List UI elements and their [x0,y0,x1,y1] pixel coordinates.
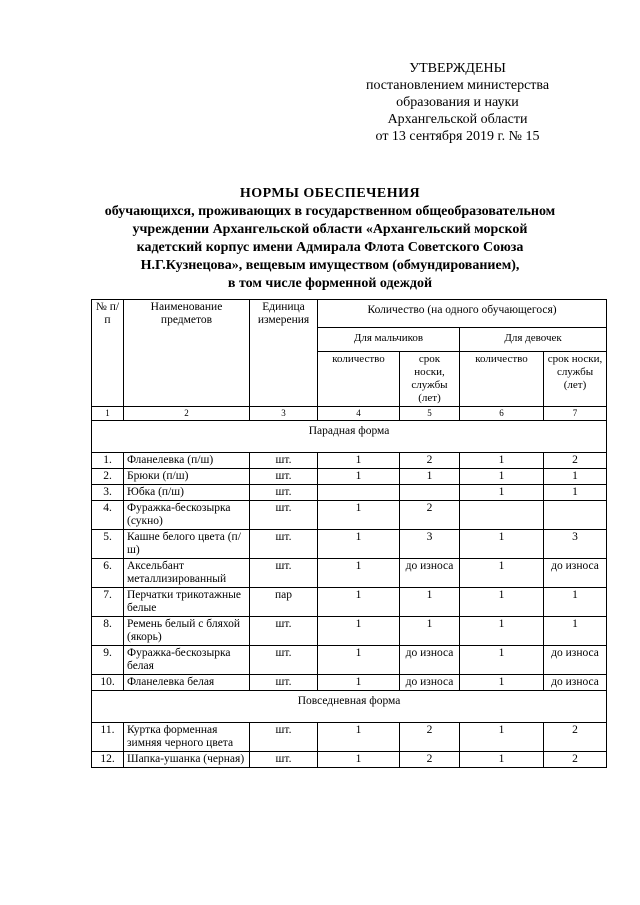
row-girls-qty: 1 [460,485,544,501]
table-row [92,752,607,768]
row-num: 10. [92,675,124,691]
row-num: 9. [92,646,124,675]
row-girls-term: 2 [544,752,607,768]
title-heading: НОРМЫ ОБЕСПЕЧЕНИЯ [239,186,421,201]
row-girls-term: до износа [544,559,607,588]
row-item-name: Фуражка-бескозырка (сукно) [124,501,250,530]
header-girls-term: срок носки, службы (лет) [544,352,607,407]
row-boys-qty: 1 [318,501,400,530]
approval-block [340,60,575,145]
approval-line: постановлением министерства [365,78,550,93]
row-girls-qty: 1 [460,752,544,768]
norms-table [91,299,607,768]
row-girls-qty: 1 [460,588,544,617]
col-number: 6 [460,407,544,421]
row-girls-qty: 1 [460,646,544,675]
table-row [92,646,607,675]
row-boys-term: 2 [400,723,460,752]
title-line: Н.Г.Кузнецова», вещевым имуществом (обмундированием), [140,258,520,273]
title-line: в том числе форменной одеждой [227,276,433,291]
row-unit: шт. [250,617,318,646]
table-row [92,469,607,485]
row-num: 3. [92,485,124,501]
row-unit: шт. [250,675,318,691]
table-row [92,559,607,588]
col-number: 5 [400,407,460,421]
col-number: 1 [92,407,124,421]
row-num: 1. [92,453,124,469]
row-boys-term: 2 [400,752,460,768]
row-unit: шт. [250,646,318,675]
row-boys-qty: 1 [318,723,400,752]
column-number-row [92,407,607,421]
table-row [92,588,607,617]
row-num: 12. [92,752,124,768]
row-unit: шт. [250,469,318,485]
row-girls-term: до износа [544,675,607,691]
col-number: 2 [124,407,250,421]
row-girls-term: 2 [544,723,607,752]
table-row [92,675,607,691]
row-boys-qty: 1 [318,453,400,469]
row-unit: шт. [250,752,318,768]
row-item-name: Аксельбант металлизированный [124,559,250,588]
header-boys: Для мальчиков [318,328,460,352]
col-number: 3 [250,407,318,421]
row-boys-term: 2 [400,501,460,530]
row-girls-qty: 1 [460,453,544,469]
row-num: 4. [92,501,124,530]
approval-heading: УТВЕРЖДЕНЫ [409,61,506,76]
row-boys-qty: 1 [318,469,400,485]
row-girls-term: до износа [544,646,607,675]
row-boys-term: 1 [400,588,460,617]
row-item-name: Фуражка-бескозырка белая [124,646,250,675]
row-boys-qty: 1 [318,530,400,559]
row-girls-term: 1 [544,485,607,501]
header-name: Наименование предметов [124,300,250,407]
row-boys-qty: 1 [318,675,400,691]
section-title: Парадная форма [92,421,607,453]
document-title [60,185,600,293]
row-num: 5. [92,530,124,559]
header-girls-qty: количество [460,352,544,407]
row-boys-qty: 1 [318,752,400,768]
row-num: 2. [92,469,124,485]
title-line: обучающихся, проживающих в государственном общеобразовательном [104,204,556,219]
table-row [92,485,607,501]
row-num: 6. [92,559,124,588]
row-girls-term: 1 [544,617,607,646]
row-unit: шт. [250,530,318,559]
row-girls-term: 3 [544,530,607,559]
row-unit: шт. [250,453,318,469]
row-item-name: Шапка-ушанка (черная) [124,752,250,768]
row-girls-qty: 1 [460,617,544,646]
row-boys-term: 2 [400,453,460,469]
row-unit: пар [250,588,318,617]
row-girls-qty: 1 [460,559,544,588]
approval-date: от 13 сентября 2019 г. № 15 [375,129,540,144]
row-item-name: Фланелевка (п/ш) [124,453,250,469]
row-girls-term: 1 [544,469,607,485]
row-num: 7. [92,588,124,617]
title-line: учреждении Архангельской области «Архангельский морской [132,222,528,237]
header-num: № п/п [92,300,124,407]
table-row [92,723,607,752]
row-boys-qty [318,485,400,501]
title-line: кадетский корпус имени Адмирала Флота Советского Союза [136,240,524,255]
row-girls-qty: 1 [460,469,544,485]
row-unit: шт. [250,559,318,588]
col-number: 7 [544,407,607,421]
row-item-name: Перчатки трикотажные белые [124,588,250,617]
section-row [92,421,607,453]
row-boys-term: до износа [400,559,460,588]
col-number: 4 [318,407,400,421]
row-item-name: Юбка (п/ш) [124,485,250,501]
section-row [92,691,607,723]
row-num: 8. [92,617,124,646]
row-item-name: Ремень белый с бляхой (якорь) [124,617,250,646]
row-girls-qty: 1 [460,723,544,752]
row-girls-qty: 1 [460,675,544,691]
row-boys-term: до износа [400,675,460,691]
row-girls-qty: 1 [460,530,544,559]
section-title: Повседневная форма [92,691,607,723]
header-row [92,300,607,328]
row-item-name: Куртка форменная зимняя черного цвета [124,723,250,752]
table-row [92,453,607,469]
row-item-name: Фланелевка белая [124,675,250,691]
table-row [92,617,607,646]
row-boys-qty: 1 [318,559,400,588]
row-girls-term [544,501,607,530]
row-boys-term [400,485,460,501]
table-row [92,530,607,559]
row-girls-term: 2 [544,453,607,469]
header-boys-term: срок носки, службы (лет) [400,352,460,407]
row-boys-qty: 1 [318,588,400,617]
row-boys-qty: 1 [318,646,400,675]
header-unit: Единица измерения [250,300,318,407]
row-girls-qty [460,501,544,530]
header-boys-qty: количество [318,352,400,407]
row-boys-term: 1 [400,469,460,485]
row-boys-term: 3 [400,530,460,559]
row-item-name: Брюки (п/ш) [124,469,250,485]
header-qty-group: Количество (на одного обучающегося) [318,300,607,328]
header-girls: Для девочек [460,328,607,352]
approval-line: Архангельской области [387,112,528,127]
row-boys-term: 1 [400,617,460,646]
row-num: 11. [92,723,124,752]
row-item-name: Кашне белого цвета (п/ш) [124,530,250,559]
row-girls-term: 1 [544,588,607,617]
row-unit: шт. [250,723,318,752]
row-unit: шт. [250,501,318,530]
approval-line: образования и науки [396,95,519,110]
row-boys-term: до износа [400,646,460,675]
row-boys-qty: 1 [318,617,400,646]
table-row [92,501,607,530]
row-unit: шт. [250,485,318,501]
